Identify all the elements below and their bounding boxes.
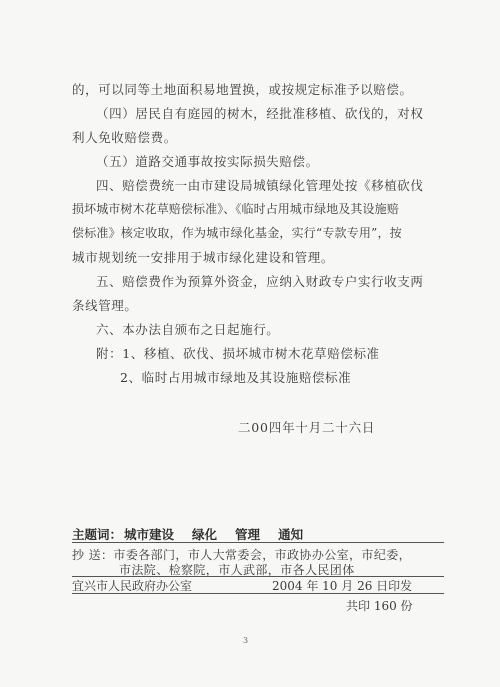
body-line-11: 六、本办法自颁布之日起施行。 bbox=[96, 322, 280, 337]
body-line-2: （四）居民自有庭园的树木，经批准移植、砍伐的，对权 bbox=[96, 106, 424, 121]
keyword: 通知 bbox=[278, 527, 304, 542]
body-line-7: 偿标准》核定收取，作为城市绿化基金，实行“专款专用”，按 bbox=[72, 226, 402, 240]
divider bbox=[72, 542, 444, 543]
print-date: 2004 年 10 月 26 日印发 bbox=[272, 579, 413, 593]
copy-count: 共印 160 份 bbox=[346, 599, 413, 613]
body-line-4: （五）道路交通事故按实际损失赔偿。 bbox=[96, 154, 319, 169]
issuing-office: 宜兴市人民政府办公室 bbox=[72, 579, 193, 593]
cc-recipients-1: 市委各部门，市人大常委会，市政协办公室，市纪委， bbox=[113, 548, 412, 562]
cc-label: 抄 送： bbox=[72, 548, 114, 562]
cc-recipients-2: 市法院、检察院，市人武部，市各人民团体 bbox=[119, 563, 355, 577]
keywords-row bbox=[72, 525, 321, 543]
body-line-6: 损坏城市树木花草赔偿标准》、《临时占用城市绿地及其设施赔 bbox=[72, 202, 399, 216]
keyword: 绿化 bbox=[192, 527, 218, 542]
body-line-8: 城市规划统一安排用于城市绿化建设和管理。 bbox=[72, 250, 335, 265]
body-line-3: 利人免收赔偿费。 bbox=[72, 130, 177, 145]
divider bbox=[72, 593, 444, 594]
issue-date: 二00四年十月二十六日 bbox=[238, 420, 376, 435]
body-line-9: 五、赔偿费作为预算外资金，应纳入财政专户实行收支两 bbox=[96, 274, 424, 289]
keywords-label: 主题词： bbox=[72, 527, 123, 542]
page-number: 3 bbox=[243, 636, 249, 645]
keyword: 城市建设 bbox=[124, 527, 175, 542]
attachment-line-2: 2、临时占用城市绿地及其设施赔偿标准 bbox=[120, 370, 352, 385]
body-line-1: 的，可以同等土地面积易地置换，或按规定标准予以赔偿。 bbox=[72, 82, 413, 97]
keyword: 管理 bbox=[235, 527, 261, 542]
attachment-line-1: 附：1、移植、砍伐、损坏城市树木花草赔偿标准 bbox=[96, 346, 380, 361]
body-line-10: 条线管理。 bbox=[72, 298, 138, 313]
body-line-5: 四、赔偿费统一由市建设局城镇绿化管理处按《移植砍伐 bbox=[96, 178, 424, 193]
